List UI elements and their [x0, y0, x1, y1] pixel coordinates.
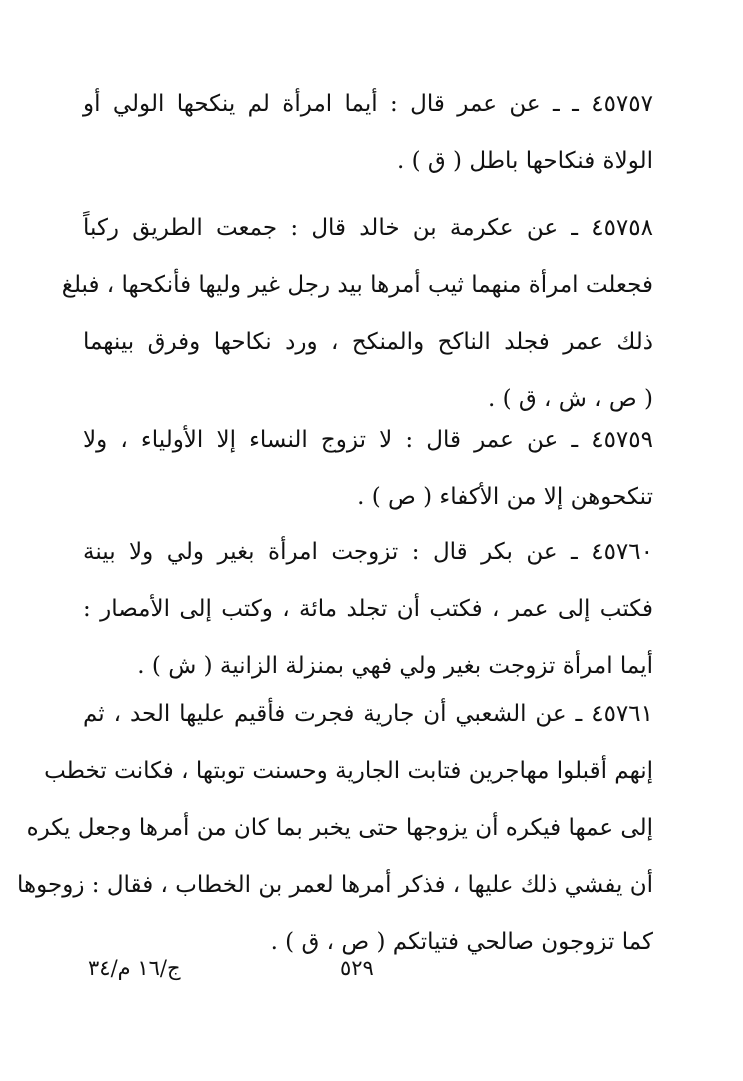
entry-line: فجعلت امرأة منهما ثيب أمرها بيد رجل غير وليها فأنكحها ، فبلغ — [61, 272, 653, 298]
hadith-entry-45757 — [83, 76, 653, 190]
entry-line: ٤٥٧٥٨ ـ عن عكرمة بن خالد قال : جمعت الطريق ركباً — [83, 215, 653, 241]
hadith-entry-45761 — [17, 686, 653, 971]
entry-line: ٤٥٧٥٩ ـ عن عمر قال : لا تزوج النساء إلا الأولياء ، ولا — [83, 427, 653, 453]
entry-line: تنكحوهن إلا من الأكفاء ( ص ) . — [357, 484, 653, 510]
volume-reference: ج/١٦ م/٣٤ — [88, 956, 181, 980]
entry-line: أيما امرأة تزوجت بغير ولي فهي بمنزلة الزانية ( ش ) . — [137, 653, 653, 679]
entry-line: إلى عمها فيكره أن يزوجها حتى يخبر بما كان من أمرها وجعل يكره — [26, 815, 653, 841]
entry-line: ٤٥٧٥٧ ـ ـ عن عمر قال : أيما امرأة لم ينكحها الولي أو — [83, 91, 653, 117]
entry-line: فكتب إلى عمر ، فكتب أن تجلد مائة ، وكتب إلى الأمصار : — [83, 596, 653, 622]
entry-line: كما تزوجون صالحي فتياتكم ( ص ، ق ) . — [270, 929, 653, 955]
entry-line: ذلك عمر فجلد الناكح والمنكح ، ورد نكاحها وفرق بينهما — [83, 329, 653, 355]
entry-line: إنهم أقبلوا مهاجرين فتابت الجارية وحسنت توبتها ، فكانت تخطب — [44, 758, 653, 784]
entry-line: ٤٥٧٦٠ ـ عن بكر قال : تزوجت امرأة بغير ولي ولا بينة — [83, 539, 653, 565]
page-number: ٥٢٩ — [340, 956, 374, 980]
hadith-entry-45758 — [61, 200, 653, 428]
hadith-entry-45760 — [83, 524, 653, 695]
entry-line: الولاة فنكاحها باطل ( ق ) . — [396, 148, 653, 174]
page-footer — [0, 948, 743, 998]
entry-line: ( ص ، ش ، ق ) . — [487, 386, 653, 412]
entry-line: ٤٥٧٦١ ـ عن الشعبي أن جارية فجرت فأقيم عليها الحد ، ثم — [83, 701, 653, 727]
entry-line: أن يفشي ذلك عليها ، فذكر أمرها لعمر بن الخطاب ، فقال : زوجوها — [17, 872, 653, 898]
hadith-entry-45759 — [83, 412, 653, 526]
